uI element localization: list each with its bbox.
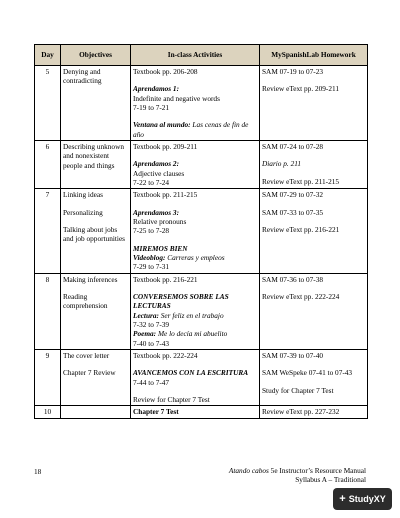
homework-item: Review eText pp. 216-221 (262, 224, 340, 234)
objectives-cell (61, 189, 131, 273)
section-title: Ventana al mundo: (133, 120, 191, 130)
section-title: MIREMOS BIEN (133, 243, 188, 253)
objective-text: Making inferences (63, 274, 118, 284)
section-title: Aprendamos 1: (133, 84, 180, 94)
page-number: 18 (34, 467, 42, 476)
section-title: CONVERSEMOS SOBRE LAS LECTURAS (133, 291, 229, 311)
table-row (35, 349, 368, 405)
table-row (35, 189, 368, 273)
activity-line: 7-29 to 7-31 (133, 262, 170, 272)
table-row (35, 406, 368, 418)
homework-item: SAM 07-19 to 07-23 (262, 67, 324, 76)
homework-item: Review eText pp. 211-215 (262, 176, 340, 186)
activity-subtitle: Me lo decía mi abuelito (157, 329, 228, 339)
header-day: Day (35, 45, 61, 66)
test-label: Chapter 7 Test (133, 407, 179, 417)
activity-line: 7-40 to 7-43 (133, 338, 170, 348)
header-homework: MySpanishLab Homework (260, 45, 368, 66)
textbook-pages: Textbook pp. 206-208 (133, 67, 198, 76)
objectives-cell (61, 66, 131, 141)
activities-cell (131, 66, 260, 141)
activities-cell (131, 406, 260, 418)
day-cell: 7 (35, 189, 61, 273)
section-subtitle: Las cenas de fin de año (133, 120, 249, 139)
objective-text: The cover letter (63, 350, 110, 360)
syllabus-table (34, 44, 368, 419)
activity-line (133, 311, 257, 320)
activity-line: Indefinite and negative words (133, 93, 220, 103)
activity-label: Poema: (133, 329, 157, 339)
activity-line (133, 253, 257, 262)
homework-cell (260, 273, 368, 349)
objective-text: Denying and contradicting (63, 67, 102, 86)
textbook-pages: Textbook pp. 211-215 (133, 190, 198, 200)
page-footer (229, 466, 366, 485)
table-row (35, 273, 368, 349)
activity-line: Relative pronouns (133, 216, 187, 226)
homework-item: Review eText pp. 222-224 (262, 291, 340, 301)
homework-cell (260, 189, 368, 273)
textbook-pages: Textbook pp. 222-224 (133, 350, 198, 360)
syllabus-subtitle: Syllabus A – Traditional (295, 475, 366, 485)
day-cell: 10 (35, 406, 61, 418)
homework-item: SAM 07-39 to 07-40 (262, 350, 324, 360)
activity-line: 7-22 to 7-24 (133, 177, 170, 187)
homework-item: Review eText pp. 209-211 (262, 84, 340, 94)
homework-cell (260, 140, 368, 188)
manual-title (229, 466, 366, 475)
plus-icon: + (339, 492, 346, 505)
homework-item: Diario p. 211 (262, 159, 301, 169)
activity-line (133, 120, 257, 139)
table-row (35, 66, 368, 141)
textbook-pages: Textbook pp. 209-211 (133, 141, 198, 151)
day-cell: 5 (35, 66, 61, 141)
activity-subtitle: Carreras y empleos (167, 252, 225, 262)
objectives-cell (61, 406, 131, 418)
header-objectives: Objectives (61, 45, 131, 66)
activities-cell (131, 140, 260, 188)
objectives-cell (61, 349, 131, 405)
day-cell: 6 (35, 140, 61, 188)
objective-text: Talking about jobs and job opportunities (63, 224, 126, 244)
activity-line: 7-25 to 7-28 (133, 226, 170, 236)
textbook-pages: Textbook pp. 216-221 (133, 274, 198, 284)
objective-text: Personalizing (63, 207, 103, 217)
activity-line: Adjective clauses (133, 168, 185, 178)
manual-title-rest: 5e Instructor’s Resource Manual (268, 466, 366, 475)
day-cell: 8 (35, 273, 61, 349)
homework-item: SAM 07-36 to 07-38 (262, 274, 324, 284)
homework-item: Review eText pp. 227-232 (262, 407, 340, 417)
homework-item: SAM 07-33 to 07-35 (262, 207, 324, 217)
header-activities: In-class Activities (131, 45, 260, 66)
activity-line: 7-19 to 7-21 (133, 102, 170, 112)
homework-cell (260, 406, 368, 418)
section-title: Aprendamos 2: (133, 159, 180, 169)
activity-label: Lectura: (133, 310, 159, 320)
objective-text: Linking ideas (63, 190, 103, 200)
activity-line (133, 329, 257, 338)
objectives-cell (61, 273, 131, 349)
objective-text: Reading comprehension (63, 291, 108, 311)
homework-cell (260, 66, 368, 141)
activity-line: 7-44 to 7-47 (133, 377, 170, 387)
homework-item: Study for Chapter 7 Test (262, 385, 334, 395)
table-header-row (35, 45, 368, 66)
activities-cell (131, 189, 260, 273)
homework-item: SAM WeSpeke 07-41 to 07-43 (262, 368, 353, 378)
homework-item: SAM 07-29 to 07-32 (262, 190, 324, 200)
section-title: Aprendamos 3: (133, 207, 180, 217)
book-title: Atando cabos (228, 466, 269, 475)
activity-line: Review for Chapter 7 Test (133, 394, 210, 404)
studyxy-label: StudyXY (348, 494, 386, 504)
homework-cell (260, 349, 368, 405)
studyxy-badge[interactable] (333, 488, 392, 510)
day-cell: 9 (35, 349, 61, 405)
activity-line: 7-32 to 7-39 (133, 319, 170, 329)
activities-cell (131, 349, 260, 405)
homework-item: SAM 07-24 to 07-28 (262, 141, 324, 151)
objective-text: Describing unknown and nonexistent people and things (63, 141, 125, 170)
table-row (35, 140, 368, 188)
activity-label: Videoblog: (133, 252, 166, 262)
objectives-cell (61, 140, 131, 188)
activities-cell (131, 273, 260, 349)
objective-text: Chapter 7 Review (63, 368, 116, 378)
section-title: AVANCEMOS CON LA ESCRITURA (133, 368, 249, 378)
activity-subtitle: Ser feliz en el trabajo (160, 310, 224, 320)
